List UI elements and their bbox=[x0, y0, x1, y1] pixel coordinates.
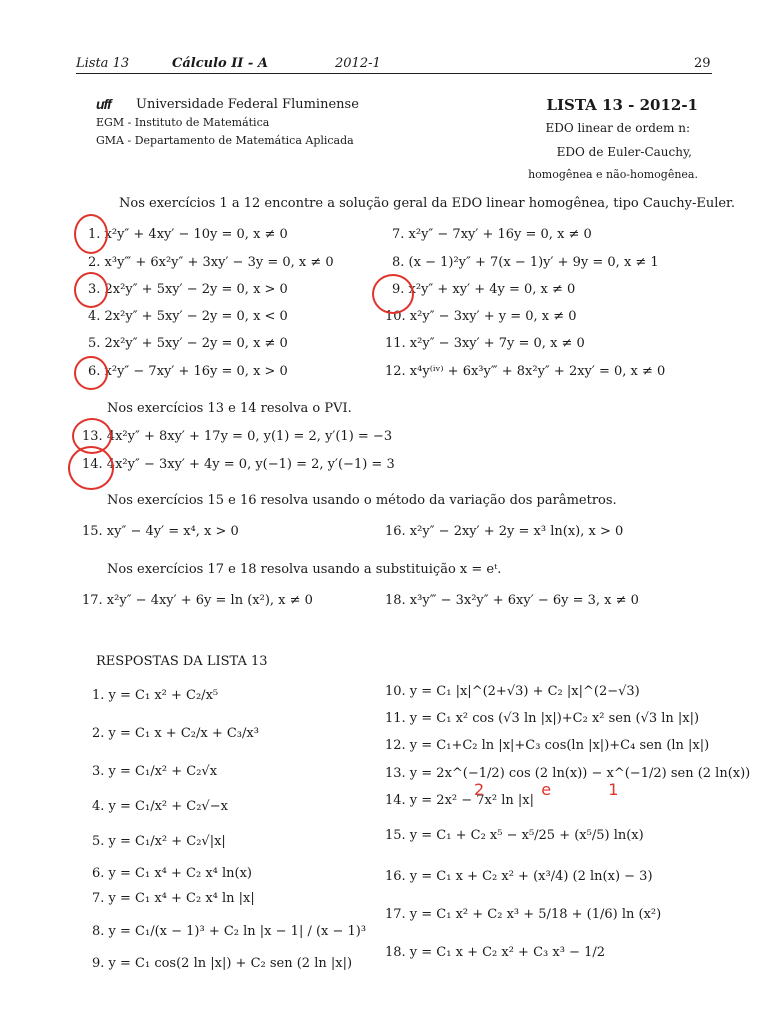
handwritten-circle-mark bbox=[68, 446, 114, 490]
institution-name: Universidade Federal Fluminense bbox=[136, 97, 359, 112]
answer-item: 18. y = C₁ x + C₂ x² + C₃ x³ − 1/2 bbox=[385, 945, 605, 960]
exercise-item: 6. x²y″ − 7xy′ + 16y = 0, x > 0 bbox=[88, 364, 288, 379]
exercise-item: 2. x³y‴ + 6x²y″ + 3xy′ − 3y = 0, x ≠ 0 bbox=[88, 255, 334, 270]
exercise-item: 10. x²y″ − 3xy′ + y = 0, x ≠ 0 bbox=[385, 309, 577, 324]
instructions-13-14: Nos exercícios 13 e 14 resolva o PVI. bbox=[107, 401, 352, 416]
instructions-17-18: Nos exercícios 17 e 18 resolva usando a substituição x = eᵗ. bbox=[107, 562, 502, 577]
list-title: LISTA 13 - 2012-1 bbox=[546, 96, 698, 114]
exercise-item: 3. 2x²y″ + 5xy′ − 2y = 0, x > 0 bbox=[88, 282, 288, 297]
exercise-item: 7. x²y″ − 7xy′ + 16y = 0, x ≠ 0 bbox=[392, 227, 592, 242]
answer-item: 6. y = C₁ x⁴ + C₂ x⁴ ln(x) bbox=[92, 866, 252, 881]
list-subtitle-2: EDO de Euler-Cauchy, bbox=[556, 145, 692, 159]
exercise-item: 9. x²y″ + xy′ + 4y = 0, x ≠ 0 bbox=[392, 282, 576, 297]
answer-item: 12. y = C₁+C₂ ln |x|+C₃ cos(ln |x|)+C₄ sen (ln |x|) bbox=[385, 738, 710, 753]
handwritten-note: 2 e 1 bbox=[474, 780, 645, 799]
answer-item: 9. y = C₁ cos(2 ln |x|) + C₂ sen (2 ln |x|) bbox=[92, 956, 353, 971]
answer-item: 5. y = C₁/x² + C₂√|x| bbox=[92, 834, 226, 849]
handwritten-circle-mark bbox=[74, 356, 108, 390]
answer-item: 1. y = C₁ x² + C₂/x⁵ bbox=[92, 688, 219, 703]
handwritten-circle-mark bbox=[372, 274, 414, 314]
exercise-item: 4. 2x²y″ + 5xy′ − 2y = 0, x < 0 bbox=[88, 309, 288, 324]
handwritten-circle-mark bbox=[74, 214, 108, 254]
answer-item: 7. y = C₁ x⁴ + C₂ x⁴ ln |x| bbox=[92, 891, 255, 906]
instructions-1-to-12: Nos exercícios 1 a 12 encontre a solução geral da EDO linear homogênea, tipo Cauchy-Euler. bbox=[119, 196, 735, 211]
header-semester: 2012-1 bbox=[335, 56, 381, 71]
header-lista: Lista 13 bbox=[76, 56, 130, 71]
exercise-item: 12. x⁴y⁽ⁱᵛ⁾ + 6x³y‴ + 8x²y″ + 2xy′ = 0, x ≠ 0 bbox=[385, 364, 666, 379]
exercise-item: 5. 2x²y″ + 5xy′ − 2y = 0, x ≠ 0 bbox=[88, 336, 288, 351]
answers-title: RESPOSTAS DA LISTA 13 bbox=[96, 654, 268, 669]
answer-item: 10. y = C₁ |x|^(2+√3) + C₂ |x|^(2−√3) bbox=[385, 684, 640, 699]
answer-item: 15. y = C₁ + C₂ x⁵ − x⁵/25 + (x⁵/5) ln(x) bbox=[385, 828, 644, 843]
header-course: Cálculo II - A bbox=[172, 56, 268, 71]
exercise-item: 16. x²y″ − 2xy′ + 2y = x³ ln(x), x > 0 bbox=[385, 524, 624, 539]
exercise-item: 11. x²y″ − 3xy′ + 7y = 0, x ≠ 0 bbox=[385, 336, 585, 351]
exercise-item: 18. x³y‴ − 3x²y″ + 6xy′ − 6y = 3, x ≠ 0 bbox=[385, 593, 639, 608]
answer-item: 14. y = 2x² − 7x² ln |x| bbox=[385, 793, 534, 808]
exercise-item: 14. 4x²y″ − 3xy′ + 4y = 0, y(−1) = 2, y′(−1) = 3 bbox=[82, 457, 395, 472]
exercise-item: 13. 4x²y″ + 8xy′ + 17y = 0, y(1) = 2, y′(1) = −3 bbox=[82, 429, 393, 444]
list-subtitle-1: EDO linear de ordem n: bbox=[545, 121, 690, 135]
answer-item: 8. y = C₁/(x − 1)³ + C₂ ln |x − 1| / (x − 1)³ bbox=[92, 924, 367, 939]
exercise-item: 15. xy″ − 4y′ = x⁴, x > 0 bbox=[82, 524, 239, 539]
answer-item: 16. y = C₁ x + C₂ x² + (x³/4) (2 ln(x) − 3) bbox=[385, 869, 653, 884]
header-page-number: 29 bbox=[694, 56, 711, 71]
exercise-item: 17. x²y″ − 4xy′ + 6y = ln (x²), x ≠ 0 bbox=[82, 593, 313, 608]
institution-line1: EGM - Instituto de Matemática bbox=[96, 116, 270, 129]
answer-item: 11. y = C₁ x² cos (√3 ln |x|)+C₂ x² sen (√3 ln |x|) bbox=[385, 711, 700, 726]
answer-item: 4. y = C₁/x² + C₂√−x bbox=[92, 799, 228, 814]
header-rule bbox=[76, 73, 712, 74]
answer-item: 17. y = C₁ x² + C₂ x³ + 5/18 + (1/6) ln (x²) bbox=[385, 907, 662, 922]
institution-line2: GMA - Departamento de Matemática Aplicada bbox=[96, 134, 354, 147]
exercise-item: 8. (x − 1)²y″ + 7(x − 1)y′ + 9y = 0, x ≠ 1 bbox=[392, 255, 659, 270]
answer-item: 3. y = C₁/x² + C₂√x bbox=[92, 764, 218, 779]
instructions-15-16: Nos exercícios 15 e 16 resolva usando o método da variação dos parâmetros. bbox=[107, 493, 617, 508]
answer-item: 2. y = C₁ x + C₂/x + C₃/x³ bbox=[92, 726, 259, 741]
exercise-item: 1. x²y″ + 4xy′ − 10y = 0, x ≠ 0 bbox=[88, 227, 288, 242]
answer-item: 13. y = 2x^(−1/2) cos (2 ln(x)) − x^(−1/2) sen (2 ln(x)) bbox=[385, 766, 751, 781]
handwritten-circle-mark bbox=[74, 272, 108, 308]
uff-logo: uff bbox=[96, 96, 111, 112]
list-subtitle-3: homogênea e não-homogênea. bbox=[528, 168, 698, 181]
